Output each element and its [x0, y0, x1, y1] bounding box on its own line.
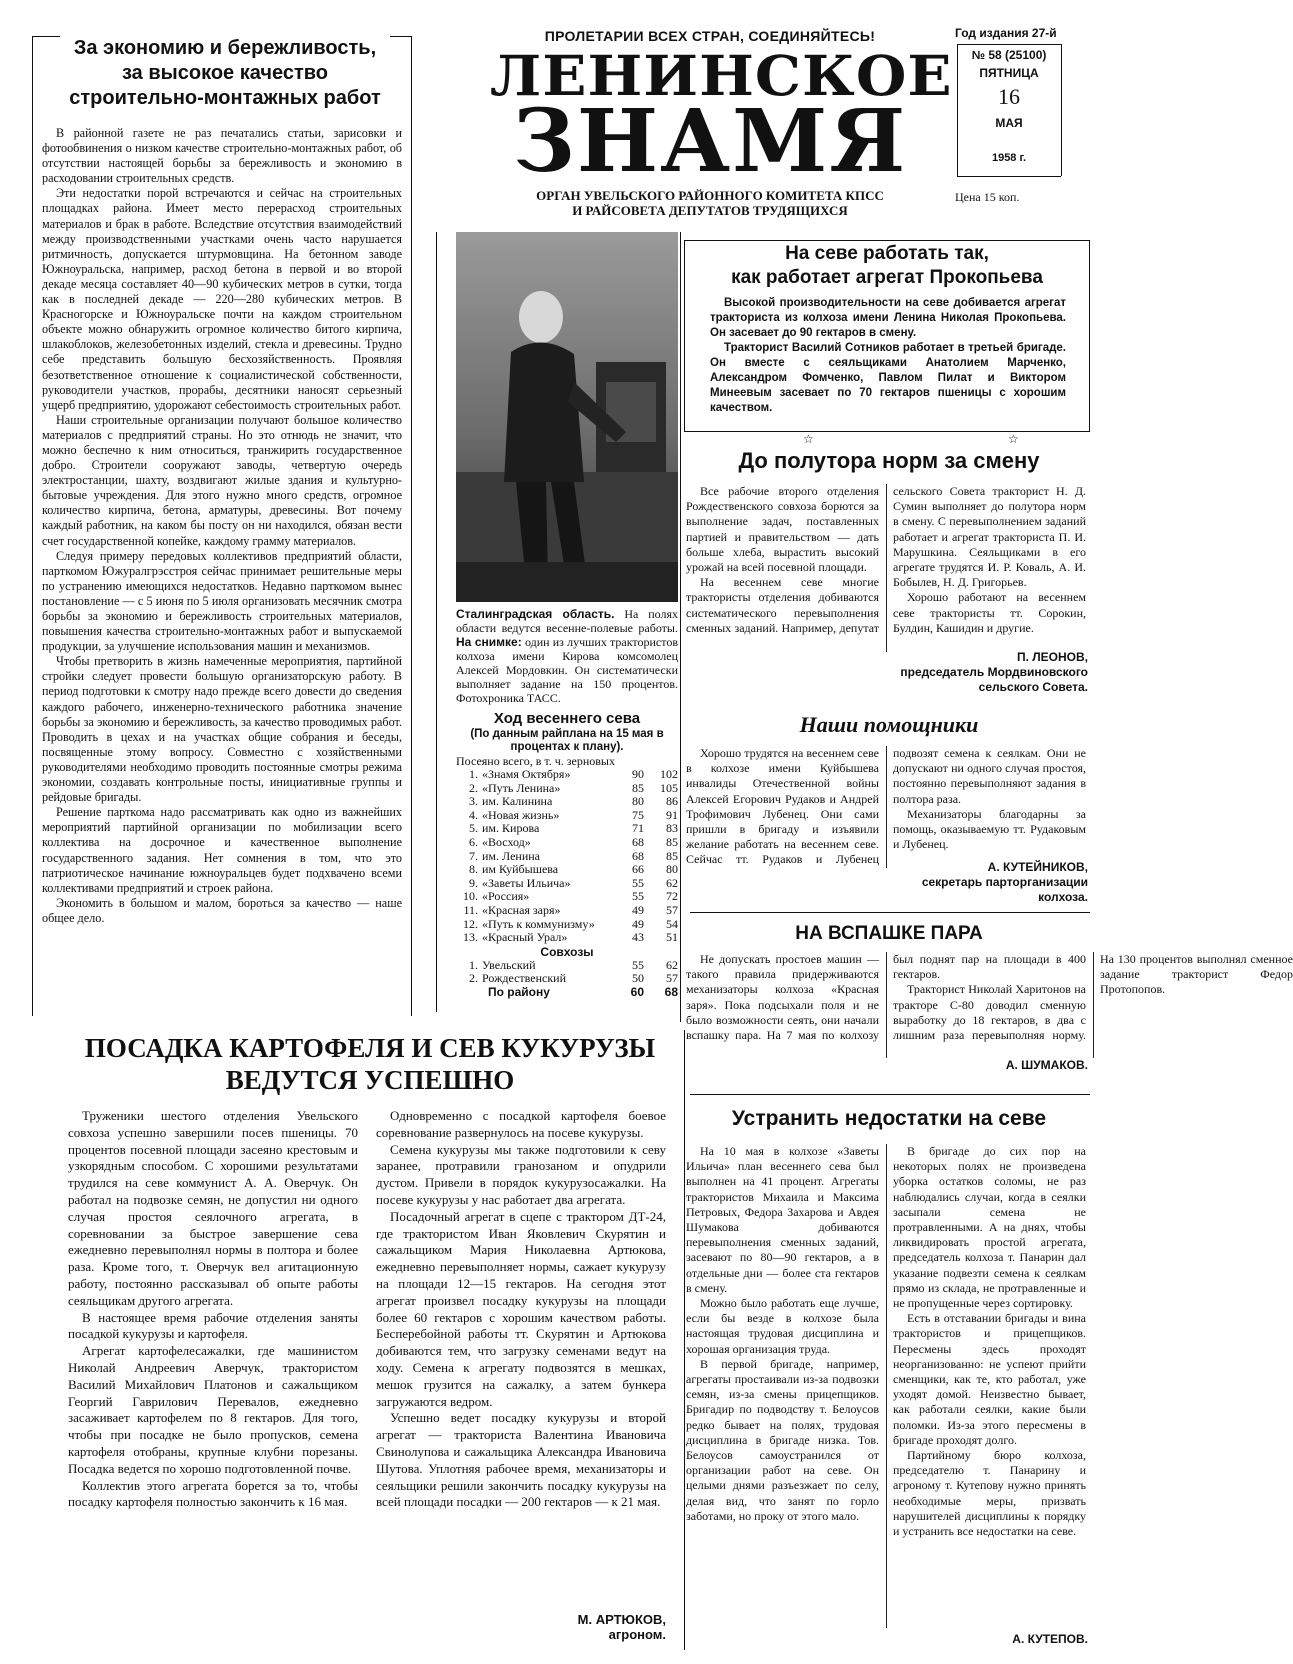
- sovkhoz-table: [456, 959, 678, 986]
- row-number: 11.: [463, 902, 478, 917]
- row-name: «Красная заря»: [482, 902, 561, 917]
- row-sown-grain: 57: [666, 902, 678, 917]
- row-number: 2.: [469, 971, 478, 986]
- row-name: «Россия»: [482, 889, 530, 904]
- row-sown-grain: 80: [666, 862, 678, 877]
- issue-weekday: ПЯТНИЦА: [979, 66, 1039, 80]
- sowing-box-title-line1: На севе работать так,: [785, 243, 989, 264]
- row-number: 2.: [469, 780, 478, 795]
- row-sown-total: 71: [632, 821, 644, 836]
- row-sown-grain: 62: [666, 875, 678, 890]
- helpers-body: [686, 746, 1086, 868]
- table-row: [456, 768, 678, 782]
- table-title: Ход весеннего сева: [493, 710, 641, 727]
- norms-paragraph: На весеннем севе многие трактористы отделения добиваются систематического перевыполнения сменных заданий. Например, депутат сельского Совета тракторист Н. Д. Сумин выполняет до полутора норм в смену. С перевыполнением заданий работает и агрегат тракториста П. И. Марушкина. Сеяльщиками в его агрегате трудятся И. Р. Коваль, А. И. Бобылев, Н. Д. Григорьев.: [686, 484, 1086, 635]
- potato-signature-name: М. АРТЮКОВ,: [577, 1612, 666, 1627]
- row-sown-grain: 91: [666, 807, 678, 822]
- row-number: 1.: [469, 957, 478, 972]
- helpers-paragraph: Хорошо трудятся на весеннем севе в колхозе имени Куйбышева инвалиды Отечественной войны Алексей Егорович Рудаков и Андрей Трофимович Лубенец. Они сами пришли в бригаду и изъявили желание работать на весеннем севе. Сейчас тт. Рудаков и Лубенец подвозят семена к сеялкам. Они не допускают ни одного случая простоя, постоянно перевыполняют задания в полтора раза.: [686, 746, 1086, 867]
- editorial-title-line2: за высокое качество: [122, 62, 328, 84]
- fallow-article: [684, 922, 1293, 1102]
- fallow-title: НА ВСПАШКЕ ПАРА: [795, 923, 983, 944]
- issue-date-year: 1958 г.: [991, 152, 1027, 164]
- potato-title: [50, 1032, 690, 1096]
- potato-paragraph: Одновременно с посадкой картофеля боевое соревнование развернулось на посеве кукурузы.: [376, 1108, 666, 1140]
- norms-paragraph: Хорошо работают на весеннем севе трактористы тт. Сорокин, Булдин, Кашидин и другие.: [893, 590, 1086, 635]
- table-subtitle: (По данным райплана на 15 мая в процентах к плану).: [470, 728, 664, 753]
- helpers-signature-role: колхоза.: [1038, 890, 1088, 904]
- issue-price: Цена 15 коп.: [955, 190, 1020, 204]
- editorial-paragraph: Экономить в большом и малом, бороться за качество — наше общее дело.: [42, 895, 402, 925]
- sowing-progress-table: [456, 710, 678, 1000]
- row-number: 6.: [469, 834, 478, 849]
- potato-paragraph: Труженики шестого отделения Увельского совхоза успешно завершили посев пшеницы. 70 процентов посевной площади засеяно крестовым и узкорядным способом. С хорошими результатами трудился на севе коммунист А. А. Оверчук. Он работал на подвозке семян, не допустил ни одного случая простоя сеялочного агрегата, в соревновании за быстрое завершение сева ежедневно перевыполнял нормы в полтора и более раза. Кроме того, т. Оверчук вел агитационную работу, постоянно рассказывал об опыте работы сеяльщикам другого агрегата.: [68, 1108, 358, 1308]
- masthead-title-line2: ЗНАМЯ: [512, 91, 908, 192]
- row-sown-total: 55: [632, 889, 644, 904]
- editorial-paragraph: Чтобы претворить в жизнь намеченные мероприятия, партийной стройки следует провести большую организаторскую работу. В период подготовки к смотру надо прежде всего довести до сведения каждого рабочего, инженерно-технического работника значение борьбы за экономию и бережливость, за качество проводимых работ. Проводить в цехах и на участках общие собрания и беседы, посвященные этому вопросу. Совместно с хозяйственными руководителями необходимо проводить постоянные смотры режима экономии, создавать контрольные посты, инициативные группы и рейдовые бригады.: [42, 654, 402, 805]
- row-sown-grain: 51: [666, 930, 678, 945]
- caption-title: Сталинградская область.: [456, 607, 615, 621]
- row-sown-grain: 86: [666, 794, 678, 809]
- row-sown-total: 85: [632, 780, 644, 795]
- norms-signature-role: председатель Мордвиновского: [900, 665, 1088, 679]
- row-sown-grain: 57: [666, 971, 678, 986]
- table-row: [456, 877, 678, 891]
- row-sown-grain: 102: [660, 767, 678, 781]
- table-total: [456, 986, 678, 1000]
- row-number: 13.: [463, 930, 478, 945]
- row-number: 8.: [469, 862, 478, 877]
- table-row: [456, 850, 678, 864]
- table-row: [456, 809, 678, 823]
- row-sown-total: 68: [632, 848, 644, 863]
- row-name: «Путь Ленина»: [482, 780, 561, 795]
- row-name: им. Калинина: [482, 794, 553, 809]
- photo-credit: Фотохроника ТАСС.: [456, 691, 561, 705]
- potato-paragraph: В настоящее время рабочие отделения заняты посадкой кукурузы и картофеля.: [68, 1309, 358, 1342]
- fallow-paragraph: Не допускать простоев машин — такого правила придерживаются механизаторы колхоза «Красная заря». Пока подсыхали поля и не было возможности сеять, они начали вспашку пара. На 7 мая по колхозу был поднят пар на площади в 400 гектаров.: [686, 952, 1086, 1043]
- row-sown-grain: 72: [666, 889, 678, 904]
- total-a: 60: [630, 984, 644, 999]
- caption-label: На снимке:: [456, 635, 522, 649]
- editorial-paragraph: Решение парткома надо рассматривать как одно из важнейших мероприятий партийной организации по мобилизации всего коллектива на досрочное и качественное выполнение государственного задания. Нет сомнения в том, что это патриотическое начинание южноуральцев будет подхвачено всеми коллективами предприятий и строек района.: [42, 805, 402, 895]
- editorial-article: [20, 30, 420, 1020]
- norms-paragraph: Все рабочие второго отделения Рождественского совхоза борются за выполнение задач, поставленных партией и правительством — дать больше хлеба, вырастить высокий урожай на всей посевной площади.: [686, 484, 879, 575]
- caption-body: один из лучших трактористов колхоза имени Кирова комсомолец Алексей Мордовкин. Он систематически выполняет задание на 150 процентов.: [456, 635, 678, 691]
- masthead-title-line1: ЛЕНИНСКОЕ: [490, 43, 953, 109]
- norms-signature-name: П. ЛЕОНОВ,: [1016, 650, 1088, 664]
- sowing-box-paragraph: Тракторист Василий Сотников работает в третьей бригаде. Он вместе с сеяльщиками Анатолием Марченко, Александром Фомченко, Павлом Пилат и Виктором Минеевым засевает по 70 гектаров пшеницы с хорошим качеством.: [710, 342, 1066, 414]
- masthead: [490, 26, 953, 218]
- tractor-driver-photo: [456, 232, 678, 602]
- shortcomings-signature: А. КУТЕПОВ.: [1012, 1632, 1088, 1646]
- editorial-title-line1: За экономию и бережливость,: [73, 37, 377, 59]
- row-sown-total: 43: [632, 930, 644, 945]
- issue-month: МАЯ: [995, 116, 1023, 130]
- shortcomings-article: [684, 1104, 1094, 1656]
- issue-year: Год издания 27-й: [955, 26, 1057, 40]
- issue-info: [955, 26, 1105, 211]
- fallow-signature: А. ШУМАКОВ.: [1005, 1058, 1088, 1072]
- star-divider-icon: ☆: [1008, 432, 1019, 446]
- potato-title-line1: ПОСАДКА КАРТОФЕЛЯ И СЕВ КУКУРУЗЫ: [84, 1033, 656, 1063]
- issue-number: № 58 (25100): [971, 48, 1047, 62]
- norms-article: [684, 448, 1094, 698]
- editorial-paragraph: Следуя примеру передовых коллективов предприятий области, парткомом Южуралгрэсстроя сейчас принимает решительные меры по устранению имеющихся недостатков. Недавно парткомом вынес постановление — с 5 июня по 5 июля организовать месячник смотра борьбы за экономию и бережливость строительных материалов, повышения качества строительно-монтажных работ и выпускаемой продукции, за улучшение использования машин и механизмов.: [42, 548, 402, 654]
- shortcomings-paragraph: Партийному бюро колхоза, председателю т. Панарину и агроному т. Кутепову нужно принять необходимые меры, призвать нарушителей дисциплины к порядку и устранить все недостатки на севе.: [893, 1448, 1086, 1539]
- potato-paragraph: Посадочный агрегат в сцепе с трактором ДТ-24, где трактористом Иван Яковлевич Скурятин и сажальщиком Мария Николаевна Артюкова, ежедневно перевыполняет нормы, сажает кукурузу на площади 12—15 гектаров. На сегодня этот агрегат произвел посадку кукурузы на площади более 60 гектаров с хорошим качеством работы. Бесперебойной работы тт. Скурятин и Артюкова добиваются тем, что загрузку семенами ведут на ходу. Семена к агрегату подвозятся в мешках, мешок грузится на сажалку, а затем бункера загружаются ведром.: [376, 1208, 666, 1409]
- photo-caption: [456, 607, 678, 705]
- editorial-title: [60, 36, 390, 111]
- masthead-slogan: ПРОЛЕТАРИИ ВСЕХ СТРАН, СОЕДИНЯЙТЕСЬ!: [544, 28, 876, 44]
- shortcomings-paragraph: В первой бригаде, например, агрегаты простаивали из-за подвозки семян, из-за смены прицепщиков. Бригадир по подводству т. Белоусов редко бывает на полях, трудовая дисциплина в бригаде низка. Тов. Белоусов самоустранился от организации работ на севе. Он целыми днями разъезжает по селу, делая вид, что занят по горло заботами, но проку от этого мало.: [686, 1356, 879, 1523]
- row-sown-grain: 54: [666, 916, 678, 931]
- row-number: 12.: [463, 916, 478, 931]
- helpers-signature-name: А. КУТЕЙНИКОВ,: [987, 860, 1088, 874]
- shortcomings-paragraph: На 10 мая в колхозе «Заветы Ильича» план весеннего сева был выполнен на 41 процент. Агрегаты трактористов Михаила и Максима Петровых, Федора Захарова и Авдея Шумакова добиваются перевыполнения сменных заданий, засевают по 80—90 гектаров, а в отдельные дни — более ста гектаров в смену.: [686, 1144, 879, 1295]
- caption-text: На полях области ведутся весенне-полевые работы.: [456, 607, 679, 635]
- helpers-signature: [894, 860, 1088, 905]
- row-sown-grain: 85: [666, 834, 678, 849]
- sovkhoz-label: Совхозы: [540, 944, 594, 959]
- row-name: «Новая жизнь»: [482, 807, 560, 822]
- sowing-box-paragraph: Высокой производительности на севе добивается агрегат тракториста из колхоза имени Ленина Николая Прокопьева. Он засевает до 90 гектаров в смену.: [710, 297, 1066, 339]
- row-number: 5.: [469, 821, 478, 836]
- potato-paragraph: Коллектив этого агрегата борется за то, чтобы посадку картофеля полностью закончить к 16 мая.: [68, 1477, 358, 1510]
- table-row: [456, 782, 678, 796]
- shortcomings-paragraph: Есть в отставании бригады и вина трактористов и прицепщиков. Пересмены здесь проходят неорганизованно: не успеют прийти сменщики, как те, кто работал, уже уходят домой. Неизвестно бывает, как работали сеялки, какие были поломки. Из-за этого пересмены в бригаде проходят долго.: [893, 1311, 1086, 1447]
- table-row: [456, 890, 678, 904]
- row-sown-grain: 105: [660, 780, 678, 795]
- table-row: [456, 972, 678, 986]
- potato-paragraph: Семена кукурузы мы также подготовили к севу заранее, протравили гранозаном и опудрили дустом. Привели в порядок кукурузосажалки. На посеве кукурузы у нас работает два агрегата.: [376, 1141, 666, 1207]
- table-row: [456, 822, 678, 836]
- row-name: им. Кирова: [482, 821, 540, 836]
- shortcomings-body: [686, 1144, 1086, 1628]
- row-number: 10.: [463, 889, 478, 904]
- row-sown-total: 49: [632, 902, 644, 917]
- row-name: им. Ленина: [482, 848, 540, 863]
- potato-signature: [470, 1612, 666, 1642]
- row-sown-grain: 85: [666, 848, 678, 863]
- shortcomings-paragraph: Можно было работать еще лучше, если бы везде в колхозе была настоящая трудовая дисциплина и хорошая организация труда.: [686, 1296, 879, 1356]
- total-label: По району: [488, 984, 550, 999]
- row-sown-total: 55: [632, 957, 644, 972]
- editorial-paragraph: Наши строительные организации получают большое количество материалов с предприятий страны. Но это отнюдь не значит, что можно беспечно к ним относиться, транжирить государственное добро. Строители сооружают заводы, четвертую очередь электростанции, шахту, воздвигают жилые здания и культурно-бытовые учреждения. Для этого нужно много средств, огромное количество кирпича, бетона, арматуры, древесины. Вот почему каждый работник, на каком бы посту он ни находился, обязан вести счет государственной копейке, каждому грамму материалов.: [42, 412, 402, 548]
- table-row: [456, 863, 678, 877]
- masthead-organ-line1: ОРГАН УВЕЛЬСКОГО РАЙОННОГО КОМИТЕТА КПСС: [536, 188, 884, 203]
- row-sown-total: 80: [632, 794, 644, 809]
- norms-title: До полутора норм за смену: [738, 448, 1040, 473]
- photo-block: [452, 232, 680, 1012]
- potato-body: [68, 1108, 666, 1608]
- row-number: 7.: [469, 848, 478, 863]
- row-sown-total: 68: [632, 834, 644, 849]
- row-name: «Красный Урал»: [482, 930, 568, 945]
- editorial-title-line3: строительно-монтажных работ: [69, 87, 381, 109]
- helpers-article: [684, 712, 1094, 912]
- row-name: «Восход»: [482, 834, 531, 849]
- sowing-box-title: [694, 242, 1080, 290]
- row-name: «Заветы Ильича»: [482, 875, 571, 890]
- row-sown-total: 66: [632, 862, 644, 877]
- table-header: Посеяно всего, в т. ч. зерновых: [456, 754, 615, 768]
- fallow-paragraph: Тракторист Николай Харитонов на тракторе С-80 доводил сменную выработку до 18 гектаров, в два с лишним раза перевыполняя норму. На 130 процентов выполнял сменное задание тракторист Федор Протопопов.: [893, 952, 1293, 1043]
- row-number: 4.: [469, 807, 478, 822]
- editorial-body: [42, 126, 402, 926]
- row-sown-grain: 62: [666, 957, 678, 972]
- row-name: «Путь к коммунизму»: [482, 916, 595, 931]
- row-number: 1.: [469, 767, 478, 781]
- row-sown-total: 90: [632, 767, 644, 781]
- row-number: 9.: [469, 875, 478, 890]
- row-name: «Знамя Октября»: [482, 767, 571, 781]
- table-body: [456, 768, 678, 945]
- potato-paragraph: Успешно ведет посадку кукурузы и второй агрегат — тракториста Валентина Ивановича Свинолупова и сажальщика Александра Ивановича Шутова. Уплотняя рабочее время, механизаторы и сеяльщики решили закончить посадку кукурузы на всей площади посадки — 200 гектаров — к 21 мая.: [376, 1410, 666, 1510]
- editorial-paragraph: Эти недостатки порой встречаются и сейчас на строительных площадках района. Имеет место перерасход строительных материалов и брак в работе. Вследствие отсутствия взаимодействий между производственными участками очень часто нарушается ритмичность, допускается штурмовщина. На бетонном заводе Южноуральска, например, расход бетона в первой и во второй декаде месяца составляет 40—90 кубических метров в сутки, тогда как в последней декаде — 220—280 кубических метров. В Красногорске и Южноуральске почти на каждом строительном объекте можно обнаружить огромное количество битого кирпича, шлакоблоков, железобетонных изделий, стекла и древесины. Трудно себе представить большую бесхозяйственность. Проявляя безответственное отношение к социалистической собственности, руководители участков, прорабы, десятники наносят серьезный ущерб предприятию, удорожают себестоимость строительных работ.: [42, 186, 402, 412]
- potato-signature-role: агроном.: [608, 1627, 666, 1642]
- total-b: 68: [664, 984, 678, 999]
- row-sown-total: 75: [632, 807, 644, 822]
- row-sown-total: 55: [632, 875, 644, 890]
- fallow-body: [686, 952, 1293, 1058]
- masthead-organ-line2: И РАЙСОВЕТА ДЕПУТАТОВ ТРУДЯЩИХСЯ: [572, 203, 848, 218]
- row-name: Увельский: [482, 957, 536, 972]
- row-name: им Куйбышева: [482, 862, 559, 877]
- sowing-box: [684, 240, 1094, 432]
- helpers-title: Наши помощники: [799, 712, 979, 737]
- sowing-box-title-line2: как работает агрегат Прокопьева: [731, 267, 1043, 288]
- helpers-signature-role: секретарь парторганизации: [921, 875, 1088, 889]
- norms-signature-role: сельского Совета.: [978, 680, 1088, 694]
- row-sown-total: 50: [632, 971, 644, 986]
- star-divider-icon: ☆: [803, 432, 814, 446]
- potato-paragraph: Агрегат картофелесажалки, где машинистом Николай Андреевич Аверчук, трактористом Василий Михайлович Платонов и сажальщиком Георгий Гаврилович Перевалов, ежедневно засаживает картофелем по 8 гектаров. Для того, чтобы при посадке не было пропусков, семена картофеля отобраны, крупные клубни порезаны. Посадка ведется по хорошо подготовленной почве.: [68, 1343, 358, 1476]
- table-row: [456, 931, 678, 945]
- shortcomings-title: Устранить недостатки на севе: [731, 1107, 1047, 1130]
- shortcomings-paragraph: В бригаде до сих пор на некоторых полях не произведена уборка остатков соломы, не раз наблюдались случаи, когда в сеялки засыпали семена не протравленными. А на днях, чтобы ликвидировать простой агрегата, председатель колхоза т. Панарин дал указание подвезти семена к сеялкам прямо из склада, не протравленные и не пропущенные через сортировку.: [893, 1144, 1086, 1311]
- row-sown-total: 49: [632, 916, 644, 931]
- table-row: [456, 904, 678, 918]
- editorial-paragraph: В районной газете не раз печатались статьи, зарисовки и фотообвинения о низком качестве строительно-монтажных работ, об отсутствии настоящей борьбы за бережливость и экономию в расходовании строительных средств.: [42, 126, 402, 186]
- helpers-paragraph: Механизаторы благодарны за помощь, оказываемую тт. Рудаковым и Лубенец.: [893, 806, 1086, 852]
- sowing-box-body: [710, 296, 1066, 416]
- table-row: [456, 918, 678, 932]
- table-row: [456, 836, 678, 850]
- norms-signature: [894, 650, 1088, 695]
- table-row: [456, 959, 678, 973]
- potato-title-line2: ВЕДУТСЯ УСПЕШНО: [225, 1065, 515, 1095]
- norms-body: [686, 484, 1086, 652]
- potato-article: [50, 1026, 690, 1656]
- row-name: Рождественский: [482, 971, 567, 986]
- issue-day: 16: [998, 84, 1020, 109]
- row-number: 3.: [469, 794, 478, 809]
- row-sown-grain: 83: [666, 821, 678, 836]
- table-row: [456, 795, 678, 809]
